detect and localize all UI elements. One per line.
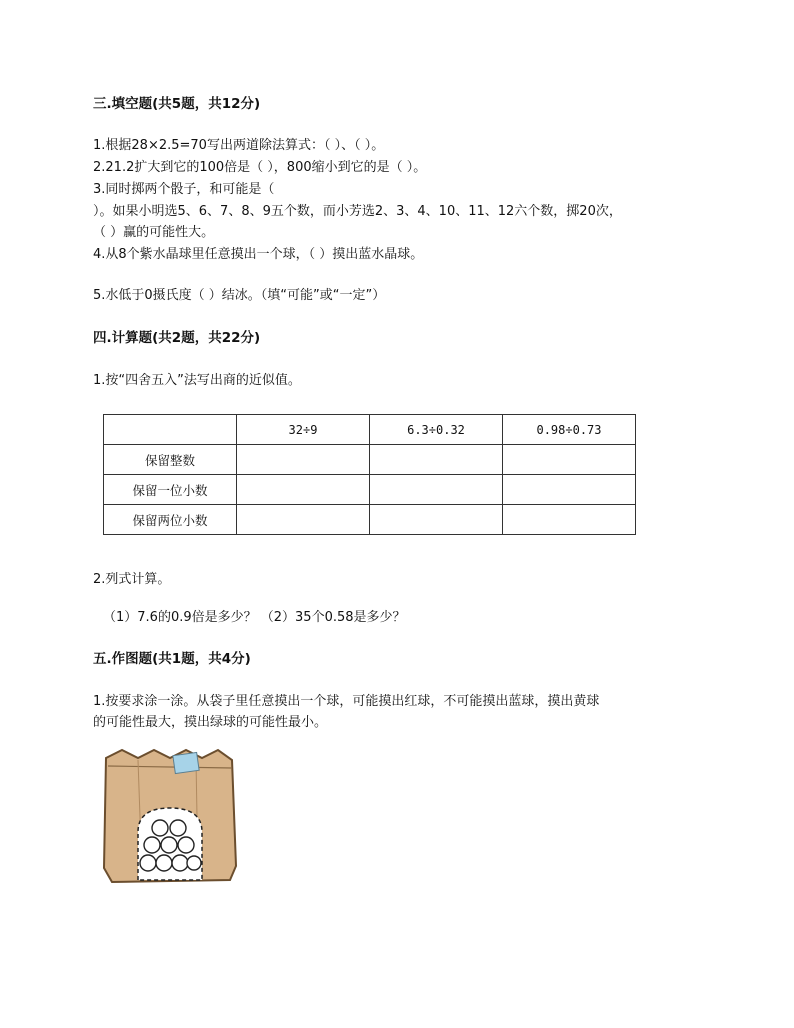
question-4-2-items: （1）7.6的0.9倍是多少？ （2）35个0.58是多少？: [103, 610, 406, 625]
paper-bag-illustration: [98, 746, 240, 886]
section5-title: 五.作图题(共1题，共4分): [93, 651, 251, 667]
answer-cell[interactable]: [370, 475, 503, 505]
ball[interactable]: [144, 837, 160, 853]
answer-cell[interactable]: [237, 505, 370, 535]
ball[interactable]: [170, 820, 186, 836]
table-header-cell: 32÷9: [237, 415, 370, 445]
ball[interactable]: [152, 820, 168, 836]
rounding-table: [103, 414, 636, 535]
answer-cell[interactable]: [503, 505, 636, 535]
table-row: [104, 475, 636, 505]
question-3-1: 1.根据28×2.5=70写出两道除法算式：（ ）、（ ）。: [93, 138, 385, 153]
ball[interactable]: [140, 855, 156, 871]
question-3-4: 4.从8个紫水晶球里任意摸出一个球，（ ）摸出蓝水晶球。: [93, 247, 424, 262]
ball[interactable]: [187, 856, 201, 870]
answer-cell[interactable]: [503, 475, 636, 505]
table-row: [104, 445, 636, 475]
question-5-1-line1: 1.按要求涂一涂。从袋子里任意摸出一个球，可能摸出红球，不可能摸出蓝球，摸出黄球: [93, 694, 600, 709]
table-row: [104, 505, 636, 535]
answer-cell[interactable]: [503, 445, 636, 475]
table-header-row: [104, 415, 636, 445]
answer-cell[interactable]: [237, 475, 370, 505]
answer-cell[interactable]: [370, 445, 503, 475]
section4-title: 四.计算题(共2题，共22分): [93, 330, 261, 346]
question-3-2: 2.21.2扩大到它的100倍是（ ），800缩小到它的是（ ）。: [93, 160, 427, 175]
answer-cell[interactable]: [237, 445, 370, 475]
row-label: 保留一位小数: [104, 475, 237, 505]
table-header-cell: 6.3÷0.32: [370, 415, 503, 445]
table-header-cell: 0.98÷0.73: [503, 415, 636, 445]
ball[interactable]: [156, 855, 172, 871]
table-header-cell: [104, 415, 237, 445]
question-4-2: 2.列式计算。: [93, 572, 171, 587]
question-4-1: 1.按“四舍五入”法写出商的近似值。: [93, 373, 301, 388]
question-3-3-line3: （ ）赢的可能性大。: [93, 225, 215, 240]
ball[interactable]: [178, 837, 194, 853]
question-3-3-line1: 3.同时掷两个骰子，和可能是（: [93, 182, 275, 197]
question-5-1-line2: 的可能性最大，摸出绿球的可能性最小。: [93, 715, 328, 730]
row-label: 保留整数: [104, 445, 237, 475]
row-label: 保留两位小数: [104, 505, 237, 535]
section3-title: 三.填空题(共5题，共12分): [93, 96, 261, 112]
answer-cell[interactable]: [370, 505, 503, 535]
question-3-5: 5.水低于0摄氏度（ ）结冰。（填“可能”或“一定”）: [93, 288, 386, 303]
ball[interactable]: [161, 837, 177, 853]
ball[interactable]: [172, 855, 188, 871]
question-3-3-line2: ）。如果小明选5、6、7、8、9五个数，而小芳选2、3、4、10、11、12六个数，掷20次，: [93, 204, 622, 219]
